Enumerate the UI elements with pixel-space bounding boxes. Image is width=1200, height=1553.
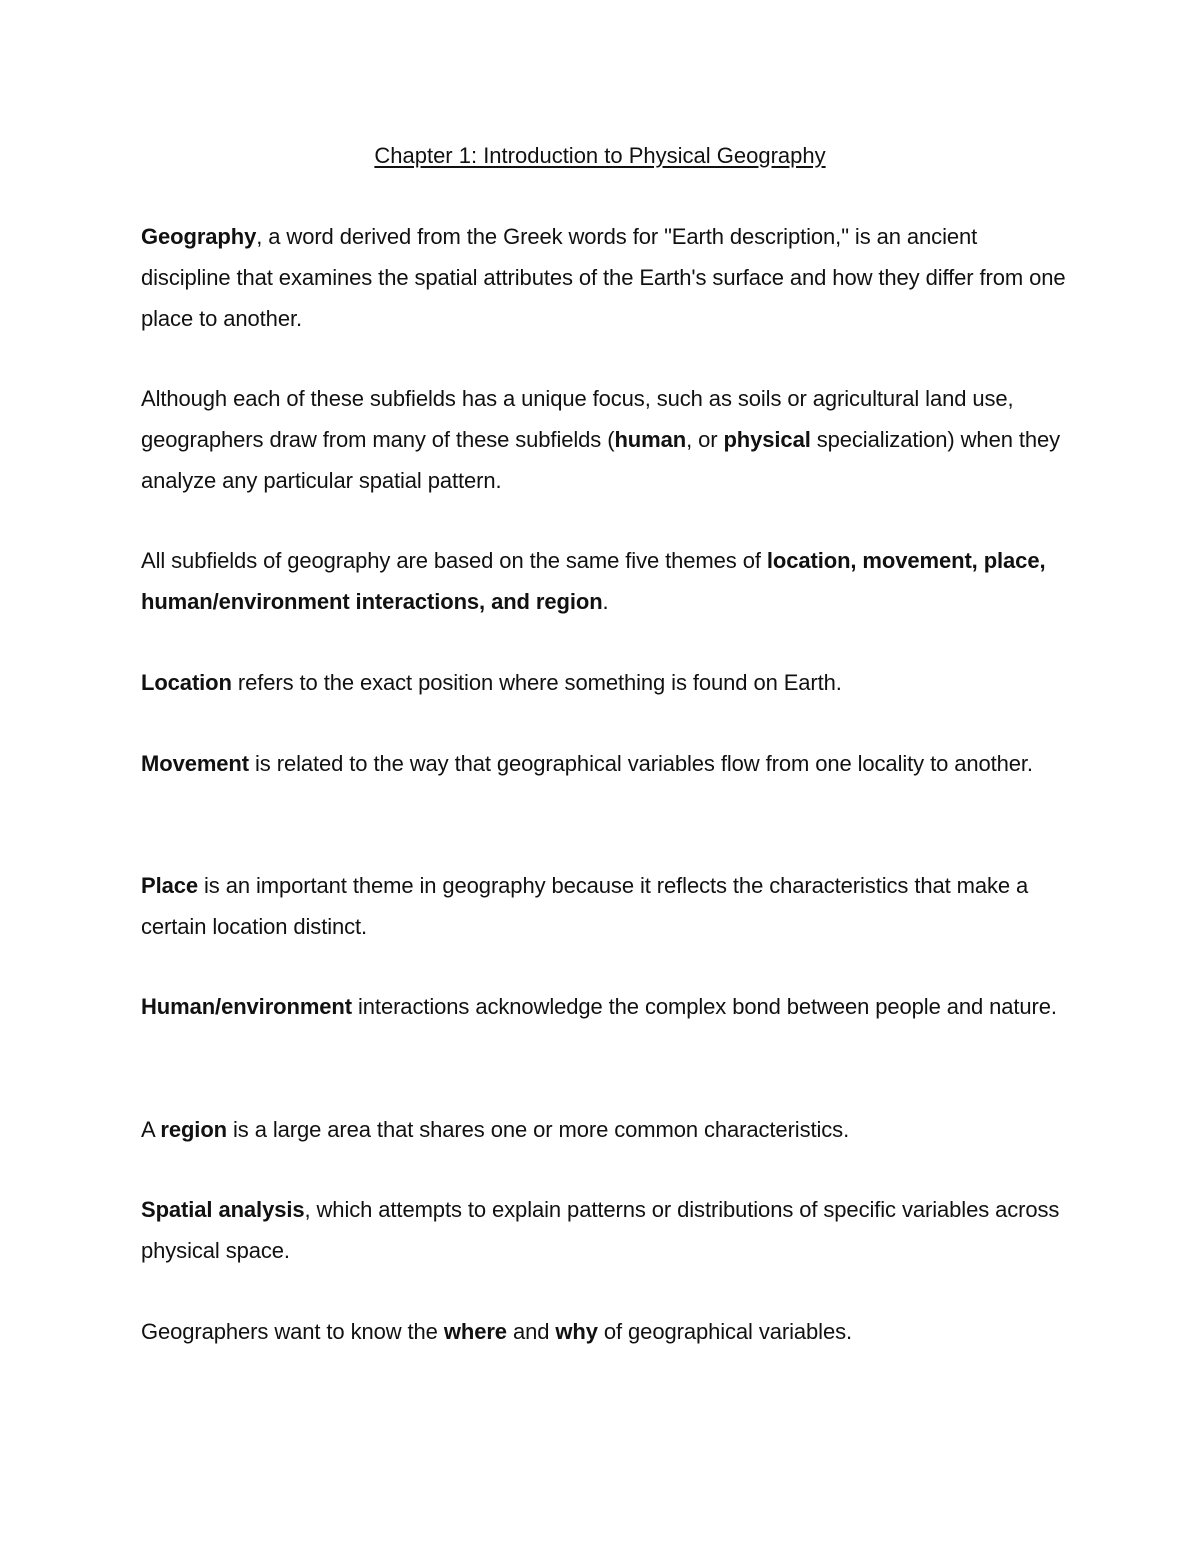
term-geography: Geography xyxy=(141,224,257,249)
term-location: Location xyxy=(141,670,232,695)
paragraph-text: is an important theme in geography because it reflects the characteristics that make a certain location distinct. xyxy=(141,873,1029,939)
paragraph-text: is related to the way that geographical variables flow from one locality to another. xyxy=(249,751,1033,776)
paragraph-geography xyxy=(141,217,1066,339)
term-movement: Movement xyxy=(141,751,249,776)
term-human-environment: Human/environment xyxy=(141,994,352,1019)
paragraph-location xyxy=(141,663,1066,704)
paragraph-text: . xyxy=(602,588,609,614)
paragraph-five-themes xyxy=(141,541,1066,623)
paragraph-text: , which attempts to explain patterns or distributions of specific variables across physical space. xyxy=(141,1197,1060,1263)
paragraph-place xyxy=(141,866,1066,948)
paragraph-text: Although each of these subfields has a unique focus, such as soils or agricultural land use, geographers draw from many of these subfields ( xyxy=(141,386,1014,452)
paragraph-text: specialization) when they analyze any particular spatial pattern. xyxy=(141,426,1061,493)
term-why: why xyxy=(555,1319,598,1344)
term-physical: physical xyxy=(723,426,811,452)
paragraph-text: , or xyxy=(686,426,724,452)
paragraph-spatial-analysis xyxy=(141,1190,1066,1272)
paragraph-text: Geographers want to know the xyxy=(141,1319,444,1344)
paragraph-text: All subfields of geography are based on the same five themes of xyxy=(141,548,767,573)
term-place: Place xyxy=(141,873,198,898)
paragraph-text: and xyxy=(506,1319,556,1344)
paragraph-movement xyxy=(141,744,1066,785)
paragraph-text: interactions acknowledge the complex bond between people and nature. xyxy=(352,994,1057,1019)
paragraph-text: A xyxy=(141,1117,161,1142)
paragraph-text: is a large area that shares one or more common characteristics. xyxy=(227,1117,850,1142)
paragraph-where-why xyxy=(141,1312,1066,1353)
paragraph-region xyxy=(141,1110,1066,1151)
term-region: region xyxy=(160,1117,227,1142)
paragraph-human-environment xyxy=(141,987,1066,1028)
term-spatial-analysis: Spatial analysis xyxy=(141,1197,305,1222)
document-title: Chapter 1: Introduction to Physical Geography xyxy=(374,143,826,168)
paragraph-text: , a word derived from the Greek words for "Earth description," is an ancient discipline that examines the spatial attributes of the Earth's surface and how they differ from one place to another. xyxy=(141,224,1066,331)
paragraph-subfields xyxy=(141,379,1066,501)
paragraph-text: of geographical variables. xyxy=(597,1319,852,1344)
term-where: where xyxy=(443,1319,507,1344)
paragraph-text: refers to the exact position where something is found on Earth. xyxy=(231,670,842,695)
term-five-themes: location, movement, place, human/environment interactions, and region xyxy=(141,548,1046,614)
term-human: human xyxy=(614,426,687,452)
